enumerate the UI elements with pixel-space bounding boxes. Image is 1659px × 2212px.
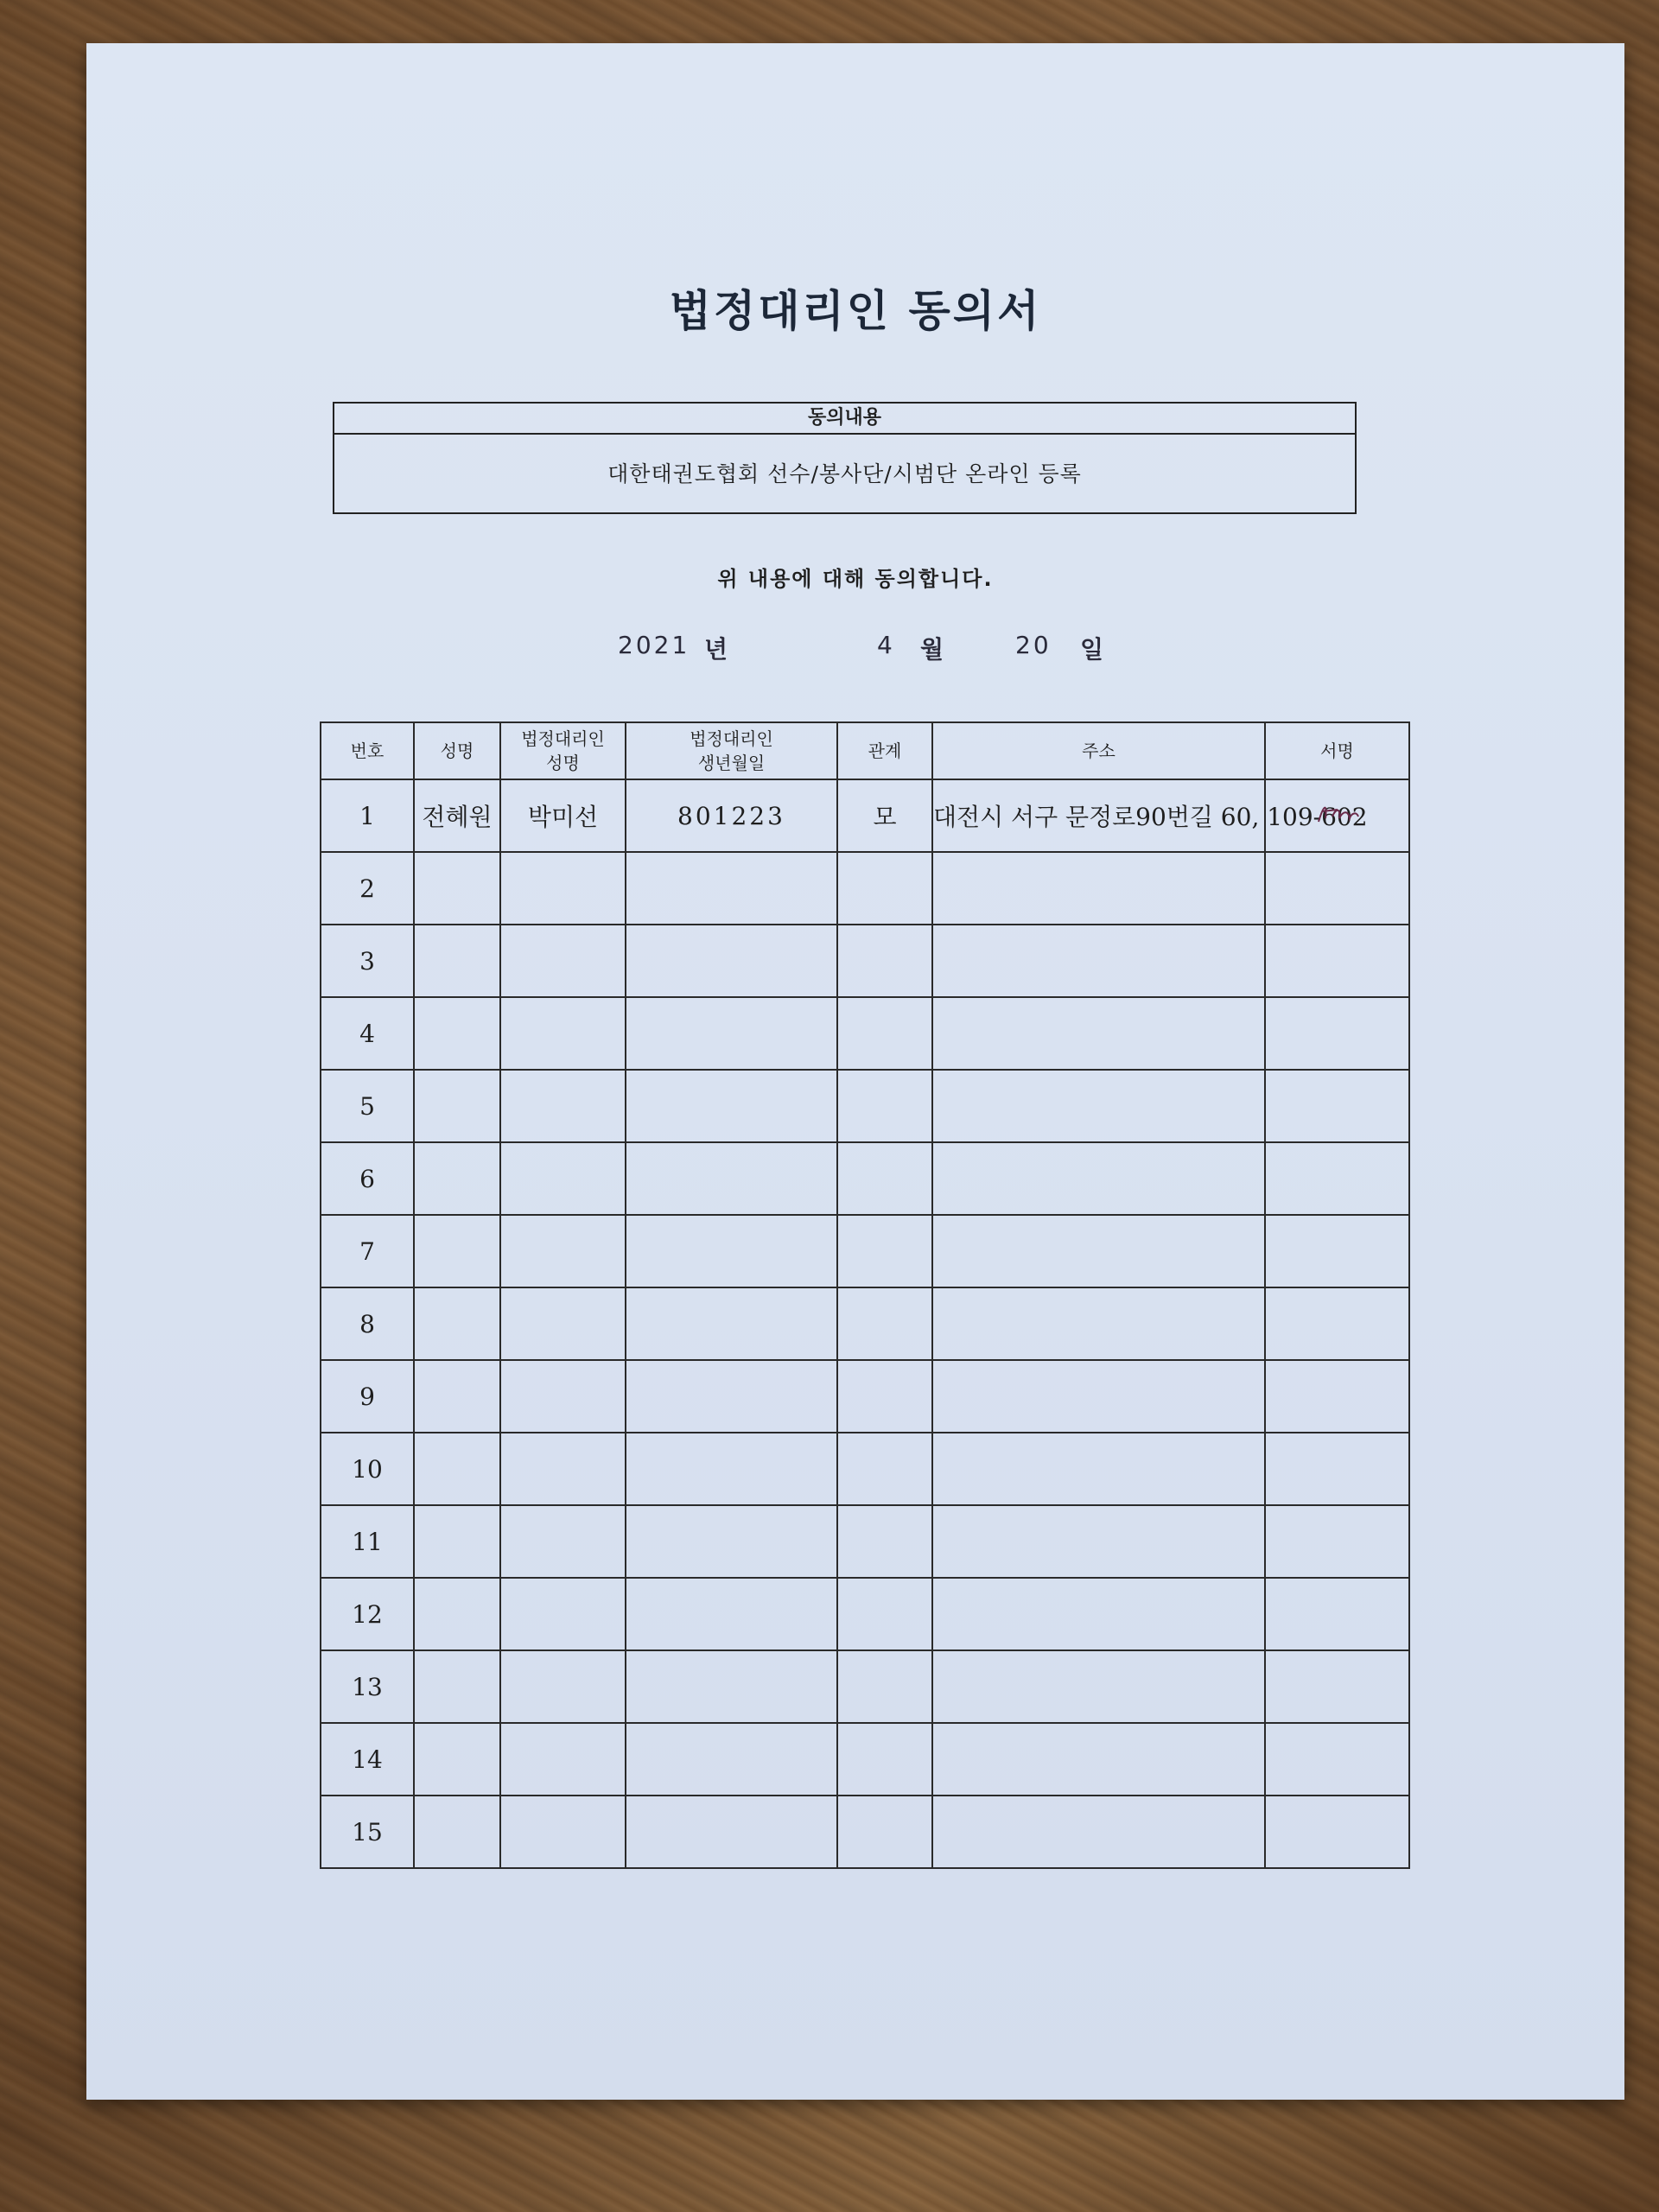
table-row [321,1070,1409,1142]
cell-no: 8 [321,1287,414,1360]
header-guardian-name-line1: 법정대리인 [521,728,605,749]
header-guardian-name [500,722,626,779]
cell-relation [837,1650,932,1723]
cell-guardian-name [500,1505,626,1578]
cell-guardian-name [500,1796,626,1868]
cell-guardian-name [500,925,626,997]
cell-name [414,1360,500,1433]
handwritten-signature-icon [1312,796,1363,830]
cell-guardian-birth [626,1433,837,1505]
cell-no: 15 [321,1796,414,1868]
cell-signature [1265,1360,1409,1433]
cell-address [932,1796,1265,1868]
header-guardian-name-line2: 성명 [546,753,580,773]
cell-relation [837,1215,932,1287]
header-signature: 서명 [1265,722,1409,779]
cell-address [932,1142,1265,1215]
cell-guardian-birth [626,1070,837,1142]
cell-guardian-birth [626,1360,837,1433]
cell-guardian-name [500,1070,626,1142]
header-relation: 관계 [837,722,932,779]
cell-guardian-birth [626,1142,837,1215]
table-row [321,1505,1409,1578]
cell-guardian-name [500,1578,626,1650]
cell-guardian-name [500,997,626,1070]
cell-relation [837,1070,932,1142]
consent-content-box [333,402,1357,514]
cell-relation [837,1142,932,1215]
table-row [321,1360,1409,1433]
cell-address [932,1287,1265,1360]
cell-relation [837,1360,932,1433]
date-month: 4 [877,631,895,659]
cell-guardian-name [500,1215,626,1287]
document-title: 법정대리인 동의서 [669,286,1042,336]
cell-signature [1265,1723,1409,1796]
cell-guardian-birth [626,1578,837,1650]
cell-signature [1265,852,1409,925]
cell-guardian-birth [626,997,837,1070]
cell-guardian-name [500,1723,626,1796]
cell-guardian-birth [626,1796,837,1868]
cell-signature [1265,1505,1409,1578]
cell-guardian-birth [626,1215,837,1287]
cell-address [932,1505,1265,1578]
cell-no: 11 [321,1505,414,1578]
table-row [321,925,1409,997]
table-row [321,1142,1409,1215]
cell-guardian-name [500,852,626,925]
cell-guardian-birth [626,852,837,925]
cell-name [414,1215,500,1287]
cell-no: 12 [321,1578,414,1650]
cell-guardian-name [500,1433,626,1505]
cell-relation [837,1723,932,1796]
cell-address [932,1433,1265,1505]
table-row [321,1578,1409,1650]
table-row [321,852,1409,925]
table-row [321,1215,1409,1287]
cell-no: 2 [321,852,414,925]
consent-content-text: 대한태권도협회 선수/봉사단/시범단 온라인 등록 [607,461,1082,486]
cell-no: 6 [321,1142,414,1215]
cell-no: 4 [321,997,414,1070]
consent-content-heading: 동의내용 [334,404,1355,435]
cell-signature [1265,1578,1409,1650]
cell-name [414,925,500,997]
cell-relation: 모 [837,779,932,852]
cell-signature [1265,1433,1409,1505]
guardian-roster-table [320,721,1410,1869]
date-year-unit: 년 [704,635,728,664]
cell-address: 대전시 서구 문정로90번길 60, 109-602 [932,779,1265,852]
header-address: 주소 [932,722,1265,779]
table-row [321,1650,1409,1723]
cell-guardian-birth [626,1287,837,1360]
agreement-statement: 위 내용에 대해 동의합니다. [717,567,994,591]
cell-name [414,997,500,1070]
cell-relation [837,852,932,925]
cell-guardian-birth [626,1723,837,1796]
cell-signature [1265,1070,1409,1142]
date-year: 2021 [618,631,690,659]
date-month-unit: 월 [920,635,944,664]
cell-relation [837,1796,932,1868]
cell-guardian-name [500,1142,626,1215]
cell-relation [837,925,932,997]
cell-signature [1265,1215,1409,1287]
header-guardian-birth-line2: 생년월일 [697,753,766,773]
cell-guardian-name [500,1650,626,1723]
cell-address [932,852,1265,925]
cell-address [932,1070,1265,1142]
cell-guardian-name [500,1287,626,1360]
cell-relation [837,1287,932,1360]
cell-name [414,1505,500,1578]
cell-signature [1265,997,1409,1070]
cell-relation [837,1505,932,1578]
header-guardian-birth [626,722,837,779]
cell-address [932,997,1265,1070]
cell-name: 전혜원 [414,779,500,852]
cell-signature [1265,1796,1409,1868]
table-row [321,1796,1409,1868]
cell-address [932,1215,1265,1287]
header-name: 성명 [414,722,500,779]
header-no: 번호 [321,722,414,779]
header-guardian-birth-line1: 법정대리인 [690,728,773,749]
cell-name [414,1578,500,1650]
cell-relation [837,1433,932,1505]
cell-relation [837,997,932,1070]
cell-signature [1265,925,1409,997]
table-row [321,997,1409,1070]
cell-name [414,1723,500,1796]
date-day-unit: 일 [1080,635,1104,664]
cell-signature [1265,1287,1409,1360]
cell-no: 14 [321,1723,414,1796]
date-day: 20 [1015,631,1052,659]
cell-no: 13 [321,1650,414,1723]
cell-guardian-name [500,1360,626,1433]
cell-no: 5 [321,1070,414,1142]
cell-no: 3 [321,925,414,997]
cell-signature [1265,1142,1409,1215]
cell-guardian-birth: 801223 [626,779,837,852]
cell-no: 9 [321,1360,414,1433]
table-row [321,1433,1409,1505]
cell-address [932,1578,1265,1650]
cell-name [414,1287,500,1360]
cell-name [414,852,500,925]
cell-relation [837,1578,932,1650]
table-row [321,1723,1409,1796]
cell-guardian-birth [626,925,837,997]
table-header-row [321,722,1409,779]
cell-name [414,1070,500,1142]
cell-name [414,1433,500,1505]
cell-address [932,1360,1265,1433]
cell-no: 10 [321,1433,414,1505]
cell-name [414,1650,500,1723]
cell-no: 1 [321,779,414,852]
table-row [321,1287,1409,1360]
table-row [321,779,1409,852]
cell-address [932,1650,1265,1723]
cell-signature [1265,1650,1409,1723]
cell-no: 7 [321,1215,414,1287]
cell-guardian-birth [626,1650,837,1723]
cell-address [932,925,1265,997]
cell-address [932,1723,1265,1796]
cell-guardian-name: 박미선 [500,779,626,852]
consent-form-paper [86,43,1624,2100]
cell-name [414,1796,500,1868]
cell-name [414,1142,500,1215]
cell-guardian-birth [626,1505,837,1578]
